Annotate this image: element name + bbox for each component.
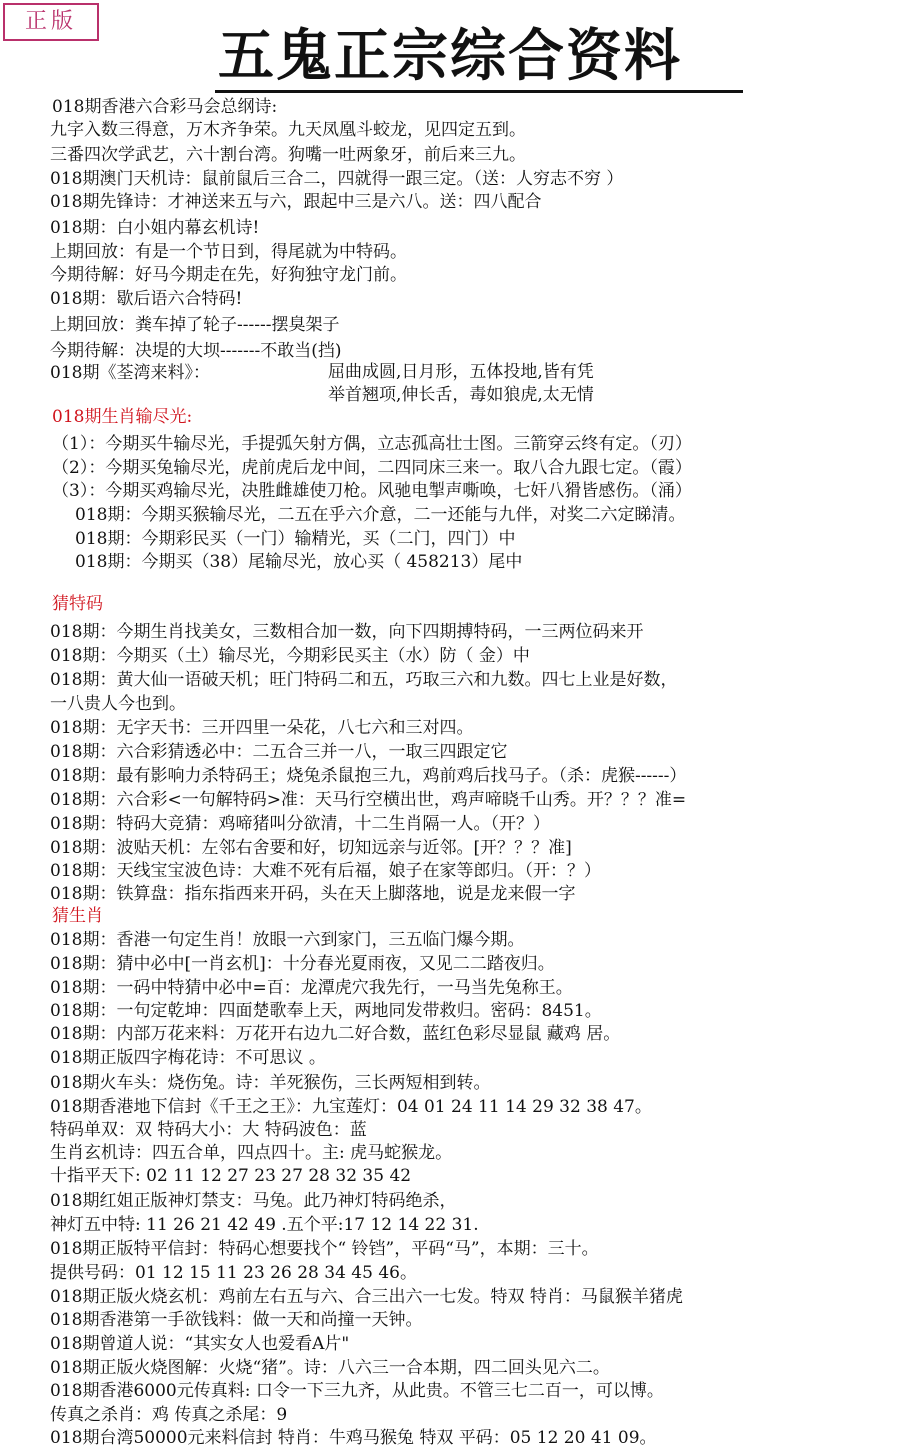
text-line: 018期：今期买（土）输尽光，今期彩民买主（水）防（ 金）中 <box>50 646 530 666</box>
section-heading: 猜生肖 <box>52 906 103 926</box>
text-line: 018期火车头：烧伤兔。诗：羊死猴伤，三长两短相到转。 <box>50 1073 491 1093</box>
text-line: 018期香港地下信封《千王之王》：九宝莲灯：04 01 24 11 14 29 32 38 47。 <box>50 1097 652 1117</box>
text-line: （1）：今期买牛输尽光，手提弧矢射方偶，立志孤高壮士图。三箭穿云终有定。（刃） <box>52 434 692 454</box>
text-line: 018期：特码大竞猜：鸡啼猪叫分欲清，十二生肖隔一人。（开？） <box>50 814 550 834</box>
text-line: 018期：一句定乾坤：四面楚歌奉上天，两地同发带救归。密码：8451。 <box>50 1001 602 1021</box>
text-line: 018期香港六合彩马会总纲诗: <box>52 97 278 117</box>
text-line: （3）：今期买鸡输尽光，决胜雌雄使刀枪。风驰电掣声嘶唤，七奸八猾皆感伤。（涌） <box>52 481 692 501</box>
text-line: 018期正版特平信封：特码心想要找个“ 铃铛”，平码“马”，本期：三十。 <box>50 1239 599 1259</box>
text-line: 018期：天线宝宝波色诗：大难不死有后福，娘子在家等郎归。（开：？） <box>50 861 601 881</box>
text-line: 神灯五中特: 11 26 21 42 49 .五个平:17 12 14 22 31. <box>50 1215 479 1235</box>
text-line: 018期香港6000元传真料: 口令一下三九齐，从此贵。不管三七二百一，可以博。 <box>50 1381 664 1401</box>
text-line: 018期：今期生肖找美女，三数相合加一数，向下四期搏特码，一三两位码来开 <box>50 622 644 642</box>
text-line: 018期：内部万花来料：万花开右边九二好合数，蓝红色彩尽显鼠 藏鸡 居。 <box>50 1024 621 1044</box>
text-line: 018期：一码中特猜中必中=百：龙潭虎穴我先行，一马当先兔称王。 <box>50 978 573 998</box>
text-line: 特码单双：双 特码大小：大 特码波色：蓝 <box>50 1120 367 1140</box>
text-line: 018期红姐正版神灯禁支：马兔。此乃神灯特码绝杀， <box>50 1191 457 1211</box>
text-line: （2）：今期买兔输尽光，虎前虎后龙中间，二四同床三来一。取八合九跟七定。（霞） <box>52 458 692 478</box>
text-line: 018期：今期彩民买（一门）输精光，买（二门，四门）中 <box>75 529 516 549</box>
text-line: 018期：今期买（38）尾输尽光，放心买（ 458213）尾中 <box>75 552 523 572</box>
text-line: 传真之杀肖：鸡 传真之杀尾：9 <box>50 1405 288 1425</box>
title-underline <box>215 90 743 93</box>
text-line: 九字入数三得意，万木齐争荣。九天凤凰斗蛟龙，见四定五到。 <box>50 120 526 140</box>
text-line: 018期《荃湾来料》： <box>50 363 210 383</box>
text-line: 三番四次学武艺，六十割台湾。狗嘴一吐两象牙，前后来三九。 <box>50 145 526 165</box>
text-line: 018期：最有影响力杀特码王；烧兔杀鼠抱三九，鸡前鸡后找马子。（杀：虎猴------） <box>50 766 687 786</box>
text-line: 十指平天下: 02 11 12 27 23 27 28 32 35 42 <box>50 1166 412 1186</box>
genuine-badge: 正版 <box>3 3 99 41</box>
text-line: 今期待解：好马今期走在先，好狗独守龙门前。 <box>50 265 407 285</box>
text-line: 生肖玄机诗：四五合单，四点四十。主: 虎马蛇猴龙。 <box>50 1143 453 1163</box>
text-line: 今期待解：决堤的大坝-------不敢当(挡) <box>50 341 342 361</box>
text-line: 018期：六合彩<一句解特码>准：天马行空横出世，鸡声啼晓千山秀。开？？？准= <box>50 790 687 810</box>
text-line: 018期：歇后语六合特码! <box>50 289 243 309</box>
text-line: 018期：无字天书：三开四里一朵花，八七六和三对四。 <box>50 718 474 738</box>
text-line: 018期：香港一句定生肖！放眼一六到家门，三五临门爆今期。 <box>50 930 525 950</box>
text-line: 一八贵人今也到。 <box>50 694 186 714</box>
text-line: 018期：六合彩猜透必中：二五合三并一八，一取三四跟定它 <box>50 742 508 762</box>
text-line: 018期：白小姐内幕玄机诗! <box>50 218 260 238</box>
page-title: 五鬼正宗综合资料 <box>218 23 682 89</box>
text-line: 提供号码：01 12 15 11 23 26 28 34 45 46。 <box>50 1263 417 1283</box>
text-line: 举首翘项,伸长舌，毒如狼虎,太无情 <box>328 385 594 405</box>
text-line: 上期回放：有是一个节日到，得尾就为中特码。 <box>50 242 407 262</box>
section-heading: 018期生肖输尽光: <box>52 407 193 427</box>
text-line: 018期正版四字梅花诗：不可思议 。 <box>50 1048 326 1068</box>
text-line: 018期曾道人说：“其实女人也爱看A片" <box>50 1334 350 1354</box>
text-line: 018期：铁算盘：指东指西来开码，头在天上脚落地，说是龙来假一字 <box>50 884 576 904</box>
text-line: 018期：今期买猴输尽光，二五在乎六介意，二一还能与九伴，对奖二六定睇清。 <box>75 505 686 525</box>
text-line: 018期：波贴天机：左邻右舍要和好，切知远亲与近邻。[开？？？准] <box>50 838 572 858</box>
text-line: 屈曲成圆,日月形，五体投地,皆有凭 <box>328 362 594 382</box>
text-line: 018期香港第一手欲钱料：做一天和尚撞一天钟。 <box>50 1310 423 1330</box>
text-line: 018期：猜中必中[一肖玄机]：十分春光夏雨夜，又见二二踏夜归。 <box>50 954 555 974</box>
text-line: 018期正版火烧玄机：鸡前左右五与六、合三出六一七发。特双 特肖：马鼠猴羊猪虎 <box>50 1287 683 1307</box>
section-heading: 猜特码 <box>52 594 103 614</box>
text-line: 上期回放：粪车掉了轮子------摆臭架子 <box>50 315 340 335</box>
text-line: 018期先锋诗：才神送来五与六，跟起中三是六八。送：四八配合 <box>50 192 542 212</box>
text-line: 018期澳门天机诗：鼠前鼠后三合二，四就得一跟三定。（送：人穷志不穷 ） <box>50 169 624 189</box>
text-line: 018期台湾50000元来料信封 特肖：牛鸡马猴兔 特双 平码：05 12 20 41 09。 <box>50 1428 657 1448</box>
text-line: 018期正版火烧图解：火烧“猪”。诗：八六三一合本期，四二回头见六二。 <box>50 1358 610 1378</box>
text-line: 018期：黄大仙一语破天机；旺门特码二和五，巧取三六和九数。四七上业是好数， <box>50 670 678 690</box>
